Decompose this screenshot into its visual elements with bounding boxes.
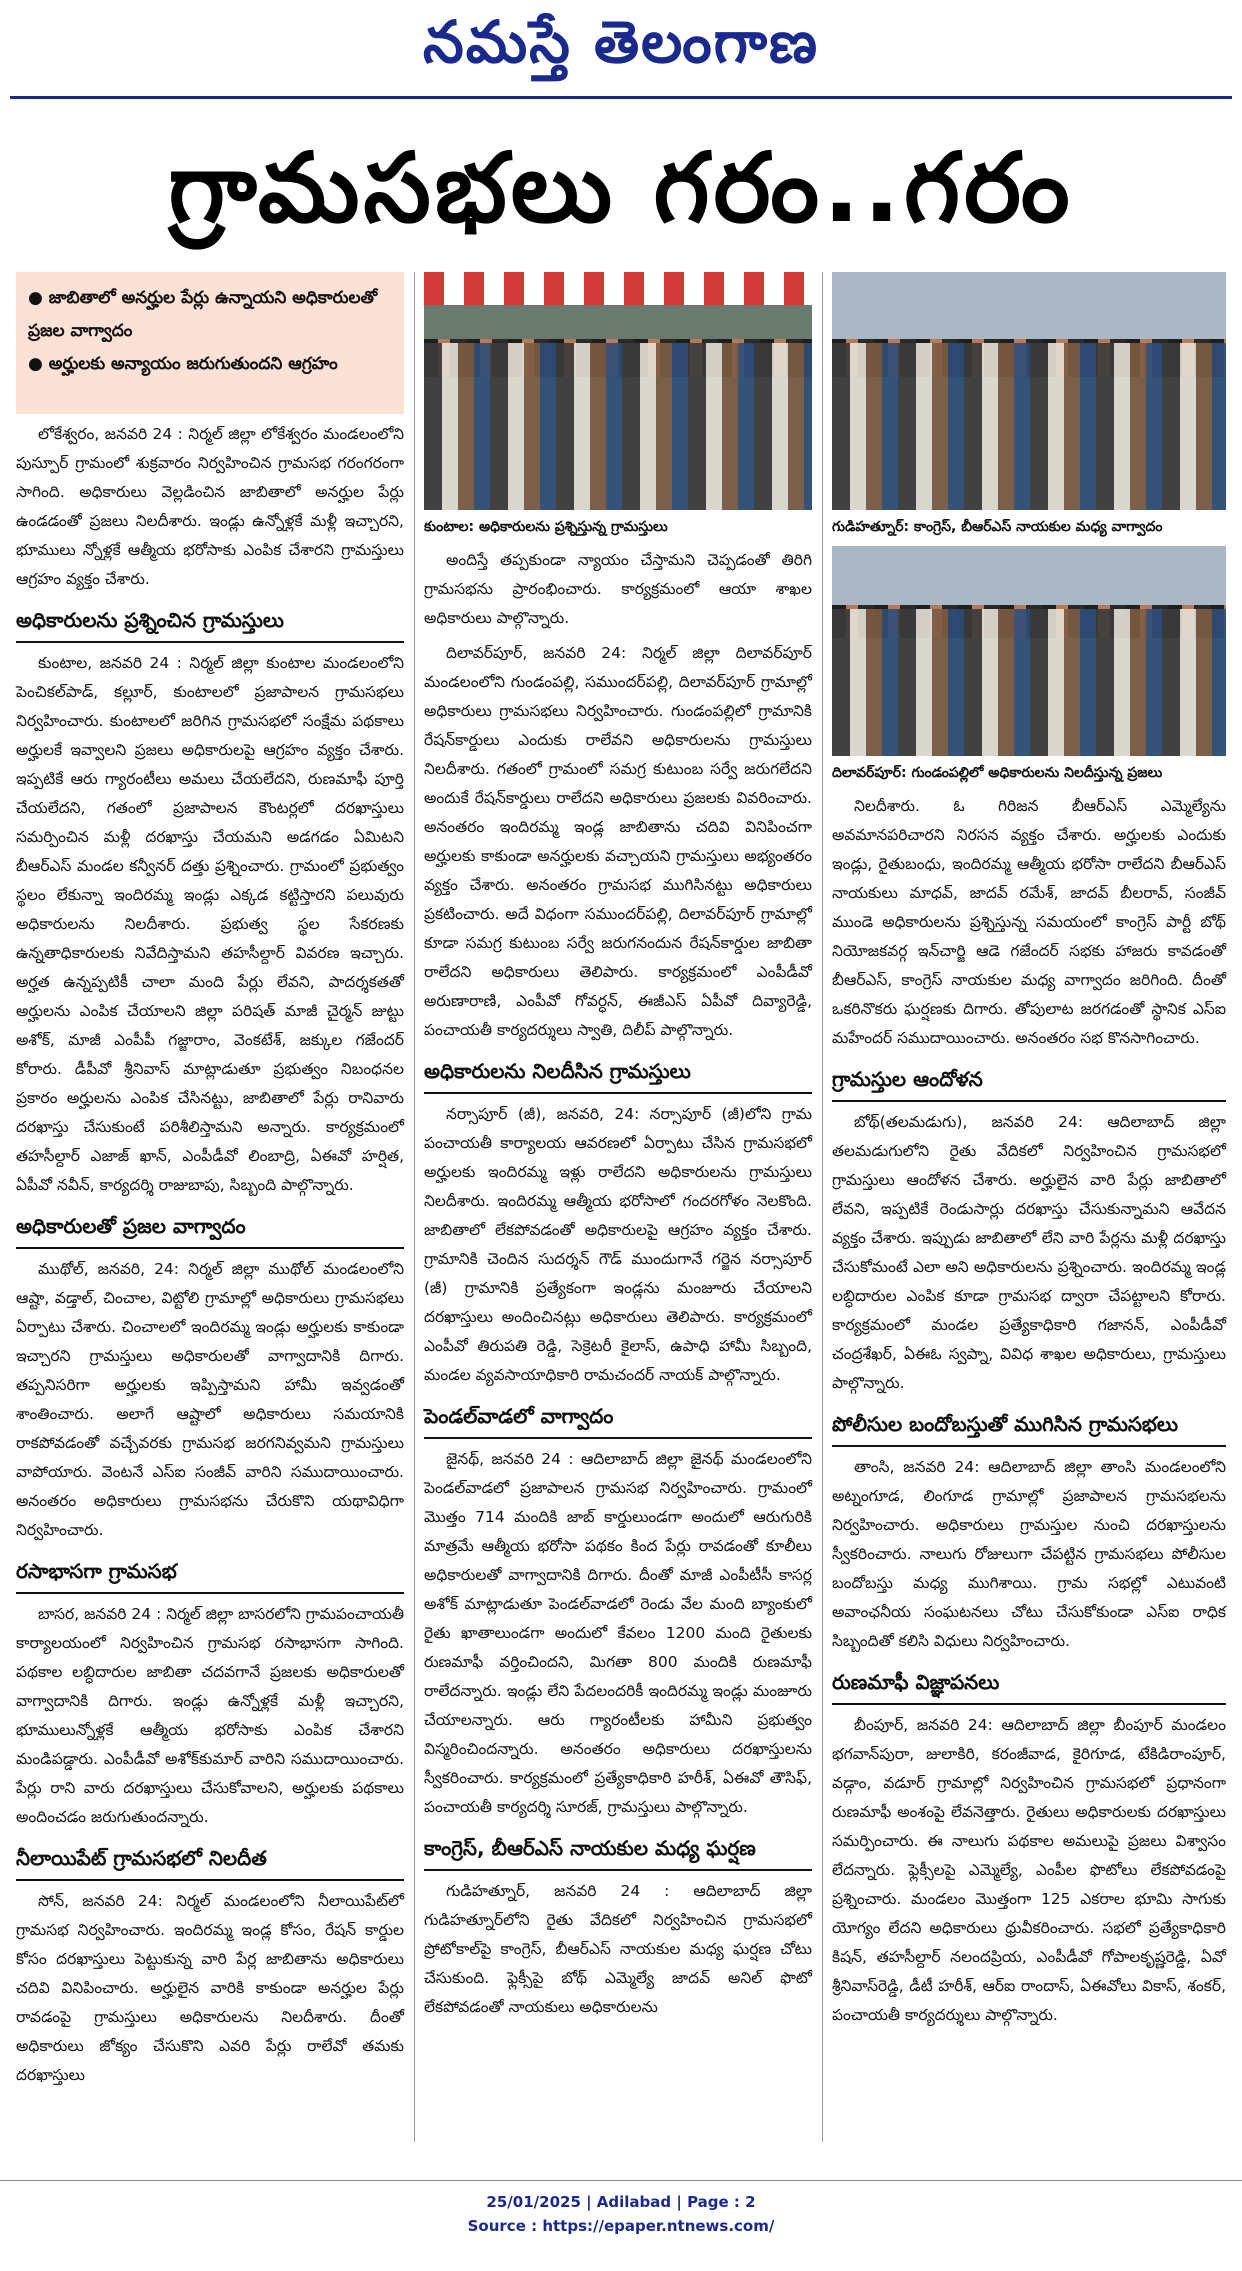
photo-crowd [832, 343, 1226, 510]
photo-caption: గుడిహత్నూర్: కాంగ్రెస్, బీఆర్‌ఎస్ నాయకుల మధ్య వాగ్వాదం [832, 519, 1163, 535]
column-divider [414, 272, 415, 2142]
subheading: గ్రామస్తుల ఆందోళన [832, 1061, 1226, 1102]
article-paragraph: ముథోల్, జనవరి, 24: నిర్మల్ జిల్లా ముథోల్ మండలంలోని ఆష్టా, వడ్తాల్, చించాల, విట్టోలి గ్రామాల్లో అధికారులు గ్రామసభలు ఏర్పాటు చేశారు. చించాలలో ఇందిరమ్మ ఇండ్లు అర్హులకు కాకుండా ఇచ్చారని గ్రామస్తులు అధికారులతో వాగ్వాదానికి దిగారు. తప్పనిసరిగా అర్హులకు ఇప్పిస్తామని హామీ ఇవ్వడంతో శాంతించారు. అలాగే ఆష్టాలో అధికారులు సమయానికి రాకపోవడంతో వచ్చేవరకు గ్రామసభ జరగనివ్వమని గ్రామస్తులు వాపోయారు. వెంటనే ఎస్ఐ సంజీవ్ వారిని సముదాయించారు. అనంతరం అధికారులు గ్రామసభను చేరుకొని యథావిధిగా నిర్వహించారు. [16, 1260, 404, 1539]
subheading: కాంగ్రెస్, బీఆర్‌ఎస్ నాయకుల మధ్య ఘర్షణ [424, 1830, 812, 1871]
photo-caption: దిలావర్‌పూర్: గుండంపల్లిలో అధికారులను నిలదీస్తున్న ప్రజలు [832, 765, 1163, 781]
subheading: పెండల్‌వాడలో వాగ్వాదం [424, 1398, 812, 1439]
article-paragraph: తాంసి, జనవరి 24: ఆదిలాబాద్ జిల్లా తాంసి మండలంలోని అట్నంగూడ, లింగూడ గ్రామాల్లో ప్రజాపాలన గ్రామసభలను నిర్వహించారు. అధికారులు గ్రామస్తుల నుంచి దరఖాస్తులను స్వీకరించారు. నాలుగు రోజులుగా చేపట్టిన గ్రామసభలు పోలీసుల బందోబస్తు మధ్య ముగిశాయి. గ్రామ సభల్లో ఎటువంటి అవాంఛనీయ సంఘటనలు చోటు చేసుకోకుండా ఎస్ఐ రాధిక సిబ్బందితో కలిసి విధులు నిర్వహించారు. [832, 1458, 1226, 1650]
article-paragraph: గుడిహత్నూర్, జనవరి 24 : ఆదిలాబాద్ జిల్లా గుడిహత్నూర్‌లోని రైతు వేదికలో నిర్వహించిన గ్రామసభలో ప్రోటోకాల్‌పై కాంగ్రెస్, బీఆర్‌ఎస్ నాయకుల మధ్య ఘర్షణ చోటు చేసుకుంది. ఫ్లెక్సీపై బోథ్ ఎమ్మెల్యే జాదవ్ అనిల్ ఫొటో లేకపోవడంతో నాయకులు అధికారులను [424, 1882, 812, 2016]
column-1 [16, 272, 404, 2090]
subheading: పోలీసుల బందోబస్తుతో ముగిసిన గ్రామసభలు [832, 1406, 1226, 1447]
highlight-item: ● అర్హులకు అన్యాయం జరుగుతుందని ఆగ్రహం [28, 348, 392, 381]
footer-rule [0, 2180, 1242, 2181]
news-photo-dilawarpur [832, 546, 1226, 756]
photo-crowd [832, 609, 1226, 756]
article-paragraph: దిలావర్‌పూర్, జనవరి 24: నిర్మల్ జిల్లా దిలావర్‌పూర్ మండలంలోని గుండంపల్లి, సముందర్‌పల్లి, దిలావర్‌పూర్ గ్రామాల్లో అధికారులు గ్రామసభలు నిర్వహించారు. గుండంపల్లిలో గ్రామానికి రేషన్‌కార్డులు ఎందుకు రాలేవని అధికారులను గ్రామస్తులు నిలదీశారు. గతంలో గ్రామంలో సమగ్ర కుటుంబ సర్వే జరుగలేదని అందుకే రేషన్‌కార్డులు రాలేదని అధికారులు ప్రజలకు వివరించారు. అనంతరం ఇందిరమ్మ ఇండ్ల జాబితాను చదివి వినిపించగా అర్హులకు కాకుండా అనర్హులకు వచ్చాయని గ్రామస్తులు అభ్యంతరం వ్యక్తం చేశారు. అనంతరం గ్రామసభ ముగిసినట్టు అధికారులు ప్రకటించారు. అదే విధంగా సముందర్‌పల్లి, దిలావర్‌పూర్ గ్రామాల్లో కూడా సమగ్ర కుటుంబ సర్వే జరుగనందున రేషన్‌కార్డుల జాబితా రాలేదని అధికారులు తెలిపారు. కార్యక్రమంలో ఎంపీడీవో అరుణారాణి, ఎంపీవో గోవర్ధన్, ఈజీఎస్ ఏపీవో దివ్యారెడ్డి, పంచాయతీ కార్యదర్శులు స్వాతి, దిలీప్ పాల్గొన్నారు. [424, 644, 812, 1039]
subheading: రుణమాఫీ విజ్ఞాపనలు [832, 1664, 1226, 1705]
subheading: అధికారులను నిలదీసిన గ్రామస్తులు [424, 1053, 812, 1094]
subheading: అధికారులను ప్రశ్నించిన గ్రామస్తులు [16, 602, 404, 643]
photo-caption: కుంటాల: అధికారులను ప్రశ్నిస్తున్న గ్రామస్తులు [424, 519, 668, 535]
subheading: అధికారులతో ప్రజల వాగ్వాదం [16, 1208, 404, 1249]
footer-source-link[interactable]: Source : https://epaper.ntnews.com/ [467, 2217, 775, 2235]
column-3 [832, 272, 1226, 2030]
column-2 [424, 272, 812, 2022]
headline: గ్రామసభలు గరం..గరం [168, 132, 1074, 244]
photo-banner [424, 272, 812, 305]
highlight-item: ● జాబితాలో అనర్హుల పేర్లు ఉన్నాయని అధికారులతో ప్రజల వాగ్వాదం [28, 282, 392, 348]
footer-edition-info: 25/01/2025 | Adilabad | Page : 2 [486, 2193, 756, 2211]
highlights-box [16, 272, 404, 414]
masthead [0, 0, 1242, 110]
page-footer [0, 2190, 1242, 2238]
article-paragraph: అందిస్తే తప్పకుండా న్యాయం చేస్తామని చెప్పడంతో తిరిగి గ్రామసభను ప్రారంభించారు. కార్యక్రమంలో ఆయా శాఖల అధికారులు పాల్గొన్నారు. [424, 551, 812, 627]
subheading: రసాభాసగా గ్రామసభ [16, 1553, 404, 1594]
newspaper-name: నమస్తే తెలంగాణ [423, 8, 819, 76]
news-photo-kuntala [424, 272, 812, 510]
article-paragraph: జైనథ్, జనవరి 24 : ఆదిలాబాద్ జిల్లా జైనథ్ మండలంలోని పెండల్‌వాడలో ప్రజాపాలన గ్రామసభ నిర్వహించారు. గ్రామంలో మొత్తం 714 మందికి జాబ్ కార్డులుండగా అందులో ఆరుగురికి మాత్రమే ఆత్మీయ భరోసా పథకం కింద పేర్లు రావడంతో కూలీలు అధికారులతో వాగ్వాదానికి దిగారు. దీంతో మాజీ ఎంపీటీసీ కాసర్ల అశోక్ మాట్లాడుతూ పెండల్‌వాడలో రెండు వేల మంది బ్యాంకులో రైతు ఖాతాలుండగా అందులో కేవలం 1200 మంది రైతులకు రుణమాఫీ వర్తించిందని, మిగతా 800 మందికి రుణమాఫీ రాలేదన్నారు. ఇండ్లు లేని పేదలందరికీ ఇందిరమ్మ ఇండ్లు మంజూరు చేయాలన్నారు. ఆరు గ్యారంటీలకు హామీని ప్రభుత్వం విస్మరించిందన్నారు. అనంతరం అధికారులు దరఖాస్తులను స్వీకరించారు. కార్యక్రమంలో ప్రత్యేకాధికారి హరీశ్, ఏఈవో తౌసిఫ్, పంచాయతీ కార్యదర్శి సూరజ్, గ్రామస్తులు పాల్గొన్నారు. [424, 1450, 812, 1816]
article-paragraph: బాసర, జనవరి 24 : నిర్మల్ జిల్లా బాసరలోని గ్రామపంచాయతీ కార్యాలయంలో నిర్వహించిన గ్రామసభ రసాభాసగా సాగింది. పథకాల లబ్ధిదారుల జాబితా చదవగానే ప్రజలకు అధికారులతో వాగ్వాదానికి దిగారు. ఇండ్లు ఉన్నోళ్లకే మళ్లీ ఇచ్చారని, భూములున్నోళ్లకే ఆత్మీయ భరోసాకు ఎంపిక చేశారని మండిపడ్డారు. ఎంపీడీవో అశోక్‌కుమార్ వారిని సముదాయించారు. పేర్లు రాని వారు దరఖాస్తులు చేసుకోవాలని, అర్హులకు పథకాలు అందించడం జరుగుతుందన్నారు. [16, 1605, 404, 1826]
news-photo-gudihatnoor [832, 272, 1226, 510]
article-paragraph: బీంపూర్, జనవరి 24: ఆదిలాబాద్ జిల్లా బీంపూర్ మండలం భగవాన్‌పురా, జులాకిరి, కరంజీవాడ, కైరిగూడ, టేకిడిరాంపూర్, వడ్గాం, వడూర్ గ్రామాల్లో నిర్వహించిన గ్రామసభలో ప్రధానంగా రుణమాఫీ అంశంపై లేవనెత్తారు. రైతులు అధికారులకు దరఖాస్తులు సమర్పించారు. ఈ నాలుగు పథకాల అమలుపై ప్రజలు విశ్వాసం లేదన్నారు. ఫ్లెక్సీలపై ఎమ్మెల్యే, ఎంపీల ఫొటోలు లేకపోవడంపై ప్రశ్నించారు. మండలం మొత్తంగా 125 ఎకరాల భూమి సాగుకు యోగ్యం లేదని అధికారులు ధ్రువీకరించారు. సభలో ప్రత్యేకాధికారి కిషన్, తహసీల్దార్ నలందప్రియ, ఎంపీడీవో గోపాలకృష్ణరెడ్డి, ఏవో శ్రీనివాస్‌రెడ్డి, డీటీ హరీశ్, ఆర్ఐ రాందాస్, ఏఈవోలు వికాస్, శంకర్, పంచాయతీ కార్యదర్శులు పాల్గొన్నారు. [832, 1716, 1226, 2024]
photo-background [832, 272, 1226, 343]
article-paragraph: కుంటాల, జనవరి 24 : నిర్మల్ జిల్లా కుంటాల మండలంలోని పెంచికల్‌పాడ్, కల్లూర్, కుంటాలలో ప్రజాపాలన గ్రామసభలు నిర్వహించారు. కుంటాలలో జరిగిన గ్రామసభలో సంక్షేమ పథకాలు అర్హులకే ఇవ్వాలని ప్రజలు అధికారులపై ఆగ్రహం వ్యక్తం చేశారు. ఇప్పటికే ఆరు గ్యారంటీలు అమలు చేయలేదని, రుణమాఫీ పూర్తి చేయలేదని, గతంలో ప్రజాపాలన కౌంటర్లలో దరఖాస్తులు సమర్పించిన మళ్లీ దరఖాస్తు చేయమని అడగడం ఏమిటని బీఆర్‌ఎస్ మండల కన్వీనర్ దత్తు ప్రశ్నించారు. గ్రామంలో ప్రభుత్వం స్థలం లేకున్నా ఇందిరమ్మ ఇండ్లు ఎక్కడ కట్టిస్తారని పలువురు అధికారులను నిలదీశారు. ప్రభుత్వ స్థల సేకరణకు ఉన్నతాధికారులకు నివేదిస్తామని తహసీల్దార్ వివరణ ఇచ్చారు. అర్హత ఉన్నప్పటికీ చాలా మంది పేర్లు లేవని, పాదర్శకతతో అర్హులను ఎంపిక చేయాలని జిల్లా పరిషత్ మాజీ చైర్మన్ జుట్టు అశోక్, మాజీ ఎంపీపీ గజ్జారాం, వెంకటేశ్, జక్కుల గజేందర్ కోరారు. డీపీవో శ్రీనివాస్ మాట్లాడుతూ ప్రభుత్వం నిబంధనల ప్రకారం అర్హులను ఎంపిక చేసినట్టు, జాబితాలో పేర్లు రానివారు దరఖాస్తు చేసుకుంటే పరిశీలిస్తామని అన్నారు. కార్యక్రమంలో తహసీల్దార్ ఎజాజ్ ఖాన్, ఎంపీడీవో లింబాద్రి, ఏఈవో హర్షిత, ఏపీవో నవీన్, కార్యదర్శి రాజుబాపు, సిబ్బంది పాల్గొన్నారు. [16, 654, 404, 1194]
column-divider [822, 272, 823, 2142]
photo-crowd [424, 343, 812, 510]
article-paragraph: బోథ్(తలమడుగు), జనవరి 24: ఆదిలాబాద్ జిల్లా తలమడుగులోని రైతు వేదికలో నిర్వహించిన గ్రామసభలో గ్రామస్తులు ఆందోళన చేశారు. అర్హులైన వారి పేర్లు జాబితాలో లేవని, ఇప్పటికే రెండుసార్లు దరఖాస్తు చేసుకున్నామని ఆవేదన వ్యక్తం చేశారు. ఇప్పుడు జాబితాలో లేని వారి పేర్లను మళ్లీ దరఖాస్తు చేసుకోమంటే ఎలా అని అధికారులను ప్రశ్నించారు. ఇందిరమ్మ ఇండ్ల లబ్ధిదారుల ఎంపిక కూడా గ్రామసభ ద్వారా చేపట్టాలని కోరారు. కార్యక్రమంలో మండల ప్రత్యేకాధికారి గజానన్, ఎంపీడీవో చంద్రశేఖర్, ఏఈఓ స్వప్నా, వివిధ శాఖల అధికారులు, గ్రామస్తులు పాల్గొన్నారు. [832, 1113, 1226, 1392]
photo-background [832, 546, 1226, 609]
article-paragraph: నిలదీశారు. ఓ గిరిజన బీఆర్‌ఎస్ ఎమ్మెల్యేను అవమానపరిచారని నిరసన వ్యక్తం చేశారు. అర్హులకు ఎందుకు ఇండ్లు, రైతుబంధు, ఇందిరమ్మ ఆత్మీయ భరోసా రాలేదని బీఆర్‌ఎస్ నాయకులు మాధవ్, జాదవ్ రమేశ్, జాదవ్ బీలరావ్, సంజీవ్ ముండె అధికారులను ప్రశ్నిస్తున్న సమయంలో కాంగ్రెస్ పార్టీ బోథ్ నియోజకవర్గ ఇన్‌చార్జి ఆడె గజేందర్ సభకు హాజరు కావడంతో బీఆర్‌ఎస్, కాంగ్రెస్ నాయకుల మధ్య వాగ్వాదం జరిగింది. దీంతో ఒకరినొకరు ఘర్షణకు దిగారు. తోపులాట జరగడంతో స్థానిక ఎస్ఐ మహేందర్ సముదాయించారు. అనంతరం సభ కొనసాగించారు. [832, 797, 1226, 1047]
masthead-rule [10, 96, 1232, 99]
article-paragraph: సోన్, జనవరి 24: నిర్మల్ మండలంలోని నీలాయిపేట్‌లో గ్రామసభ నిర్వహించారు. ఇందిరమ్మ ఇండ్ల కోసం, రేషన్ కార్డుల కోసం దరఖాస్తులు పెట్టుకున్న వారి పేర్ల జాబితాను అధికారులు చదివి వినిపించారు. అర్హులైన వారికి కాకుండా అనర్హుల పేర్లు రావడంపై గ్రామస్తులు అధికారులను నిలదీశారు. దీంతో అధికారులు జోక్యం చేసుకొని ఎవరి పేర్లు రాలేవో తమకు దరఖాస్తులు [16, 1892, 404, 2084]
subheading: నీలాయిపేట్ గ్రామసభలో నిలదీత [16, 1840, 404, 1881]
article-paragraph: నర్సాపూర్ (జీ), జనవరి, 24: నర్సాపూర్ (జీ)లోని గ్రామ పంచాయతీ కార్యాలయ ఆవరణలో ఏర్పాటు చేసిన గ్రామసభలో అర్హులకు ఇందిరమ్మ ఇళ్లు రాలేదని అధికారులను గ్రామస్తులు నిలదీశారు. ఇందిరమ్మ ఆత్మీయ భరోసాలో గందరగోళం నెలకొంది. జాబితాలో లేకపోవడంతో అధికారులపై ఆగ్రహం వ్యక్తం చేశారు. గ్రామానికి చెందిన సుదర్శన్ గౌడ్ ముందుగానే గర్జెన నర్సాపూర్ (జీ) గ్రామానికి ప్రత్యేకంగా ఇండ్లను మంజూరు చేయాలని దరఖాస్తులు అందించినట్లు అధికారులు తెలిపారు. కార్యక్రమంలో ఎంపీవో తిరుపతి రెడ్డి, సెక్రెటరీ కైలాస్, ఉపాధి హామీ సిబ్బంది, మండల వ్యవసాయాధికారి రామచందర్ నాయక్ పాల్గొన్నారు. [424, 1105, 812, 1384]
intro-paragraph: లోకేశ్వరం, జనవరి 24 : నిర్మల్ జిల్లా లోకేశ్వరం మండలంలోని పుస్పూర్ గ్రామంలో శుక్రవారం నిర్వహించిన గ్రామసభ గరంగరంగా సాగింది. అధికారులు వెల్లడించిన జాబితాలో అనర్హుల పేర్లు ఉండడంతో ప్రజలు నిలదీశారు. ఇండ్లు ఉన్నోళ్లకే మళ్లీ ఇచ్చారని, భూములు న్నోళ్లకే ఆత్మీయ భరోసాకు ఎంపిక చేశారని గ్రామస్తులు ఆగ్రహం వ్యక్తం చేశారు. [16, 425, 404, 588]
